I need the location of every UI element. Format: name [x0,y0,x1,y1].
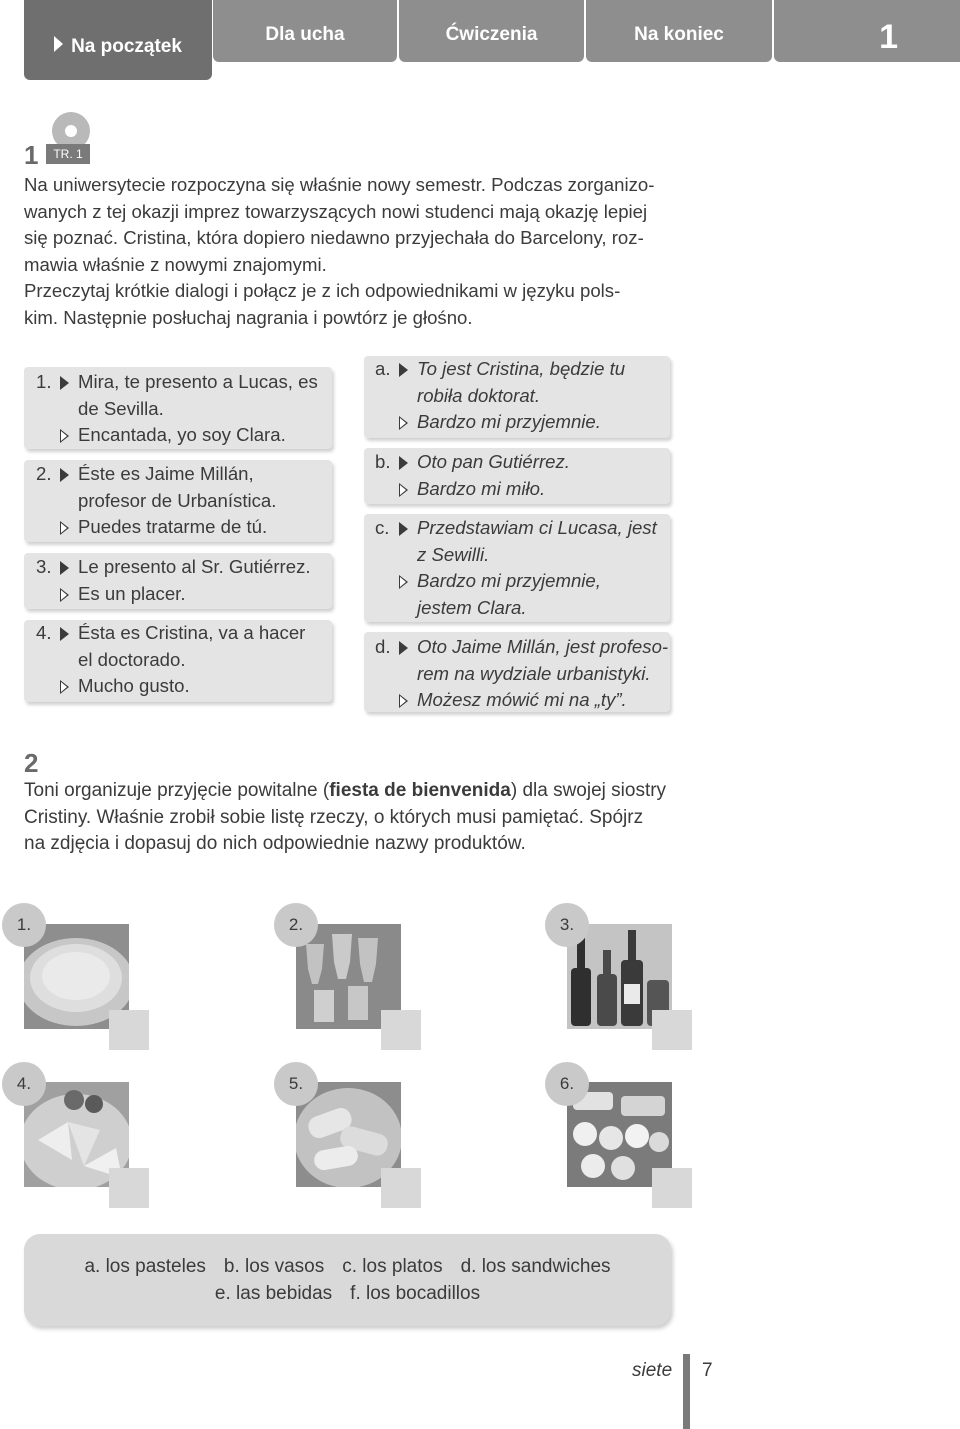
speaker-filled-arrow-icon [60,376,69,390]
dialogue-line: Le presento al Sr. Gutiérrez. [78,556,311,577]
dialogue-line: Ésta es Cristina, va a hacer [78,622,306,643]
dialogue-line: Bardzo mi przyjemnie. [417,411,601,433]
dialogue-4 [36,620,336,700]
dialogue-number: 2. [36,463,52,484]
speaker-filled-arrow-icon [399,456,408,470]
word-option: f. los bocadillos [350,1283,481,1304]
dialogue-line: Możesz mówić mi na „ty”. [417,689,627,711]
dialogue-letter: d. [375,636,391,657]
speaker-filled-arrow-icon [60,468,69,482]
dialogue-number: 1. [36,371,52,392]
instruction-text: ) dla swojej siostry [510,780,667,801]
exercise-2-number: 2 [24,748,39,778]
dialogue-line: Mucho gusto. [78,675,190,697]
dialogue-number: 4. [36,622,52,643]
photo-number: 1. [2,903,46,947]
dialogue-c [375,515,675,621]
dialogue-2 [36,461,336,541]
instruction-line: Na uniwersytecie rozpoczyna się właśnie nowy semestr. Podczas zorganizo- [24,174,655,195]
instruction-line: mawia właśnie z nowymi znajomymi. [24,253,327,275]
word-option: c. los platos [342,1256,443,1277]
answer-box-6[interactable] [652,1168,692,1208]
speaker-outline-arrow-icon [60,521,69,535]
dialogue-line: Encantada, yo soy Clara. [78,424,286,446]
page-number-word: siete [632,1360,673,1381]
tab-label: Ćwiczenia [445,24,538,45]
dialogue-number: 3. [36,556,52,577]
tab-label: Na koniec [634,24,724,45]
tab-label: Na początek [71,36,182,57]
dialogue-line: Mira, te presento a Lucas, es [78,371,318,392]
speaker-outline-arrow-icon [60,429,69,443]
speaker-filled-arrow-icon [399,522,408,536]
instruction-line: kim. Następnie posłuchaj nagrania i powtórz je głośno. [24,306,473,328]
dialogue-letter: a. [375,358,391,379]
dialogue-line: profesor de Urbanística. [78,489,277,511]
dialogue-line: Przedstawiam ci Lucasa, jest [417,517,657,538]
photo-number: 6. [545,1062,589,1106]
tab-cwiczenia[interactable] [399,0,584,62]
dialogue-line: jestem Clara. [417,596,527,618]
tab-label: Dla ucha [265,24,345,45]
word-option: b. los vasos [223,1256,325,1277]
dialogue-line: de Sevilla. [78,397,164,419]
speaker-outline-arrow-icon [399,575,408,589]
word-option: a. los pasteles [84,1256,206,1277]
dialogue-line: Puedes tratarme de tú. [78,516,268,538]
speaker-outline-arrow-icon [60,680,69,694]
play-arrow-icon [54,36,63,52]
speaker-filled-arrow-icon [399,641,408,655]
instruction-text: Toni organizuje przyjęcie powitalne ( [24,780,330,801]
instruction-bold-term: fiesta de bienvenida [329,780,511,801]
speaker-filled-arrow-icon [60,561,69,575]
dialogue-3 [36,554,336,607]
instruction-line: Przeczytaj krótkie dialogi i połącz je z ich odpowiednikami w języku pols- [24,280,621,302]
tab-na-koniec[interactable] [586,0,772,62]
chapter-number: 1 [774,0,960,62]
dialogue-line: Éste es Jaime Millán, [78,463,254,484]
dialogue-b [375,449,675,502]
photo-number: 5. [274,1062,318,1106]
page-number: 7 [702,1360,713,1381]
instruction-line: Cristiny. Właśnie zrobił sobie listę rzeczy, o których musi pamiętać. Spójrz [24,806,644,828]
word-option: e. las bebidas [214,1283,333,1304]
dialogue-line: Es un placer. [78,582,186,604]
exercise-1-number: 1 [24,140,39,170]
answer-box-3[interactable] [652,1010,692,1050]
word-bank-row-1 [24,1253,671,1280]
word-option: d. los sandwiches [460,1256,611,1277]
exercise-2-instructions [24,778,666,858]
answer-box-1[interactable] [109,1010,149,1050]
dialogue-d [375,634,675,714]
dialogue-line: Bardzo mi przyjemnie, [417,570,601,592]
word-bank [24,1234,671,1326]
dialogue-line: Bardzo mi miło. [417,477,546,499]
word-bank-row-2 [24,1280,671,1307]
speaker-outline-arrow-icon [60,588,69,602]
tab-na-poczatek[interactable] [24,0,212,80]
answer-box-2[interactable] [381,1010,421,1050]
speaker-outline-arrow-icon [399,483,408,497]
photo-number: 3. [545,903,589,947]
answer-box-5[interactable] [381,1168,421,1208]
tab-dla-ucha[interactable] [213,0,397,62]
dialogue-letter: b. [375,451,391,472]
track-badge[interactable]: TR. 1 [46,144,90,164]
dialogue-line: Oto Jaime Millán, jest profeso- [417,636,669,657]
dialogue-line: z Sewilli. [417,543,490,565]
instruction-line: wanych z tej okazji imprez towarzyszących nowi studenci mają okazję lepiej [24,200,648,222]
dialogue-line: rem na wydziale urbanistyki. [417,662,651,684]
dialogue-a [375,356,675,436]
speaker-outline-arrow-icon [399,694,408,708]
dialogue-letter: c. [375,517,390,538]
top-navigation [0,0,960,82]
dialogue-line: robiła doktorat. [417,384,540,406]
instruction-line: się poznać. Cristina, która dopiero niedawno przyjechała do Barcelony, roz- [24,227,644,249]
dialogue-1 [36,369,336,449]
answer-box-4[interactable] [109,1168,149,1208]
dialogue-line: Oto pan Gutiérrez. [417,451,570,472]
exercise-1-instructions [24,172,654,332]
page-divider [683,1354,690,1429]
photo-number: 4. [2,1062,46,1106]
speaker-filled-arrow-icon [60,627,69,641]
dialogue-line: To jest Cristina, będzie tu [417,358,626,379]
speaker-filled-arrow-icon [399,363,408,377]
speaker-outline-arrow-icon [399,416,408,430]
dialogue-line: el doctorado. [78,648,186,670]
photo-number: 2. [274,903,318,947]
instruction-line: na zdjęcia i dopasuj do nich odpowiednie nazwy produktów. [24,833,526,855]
